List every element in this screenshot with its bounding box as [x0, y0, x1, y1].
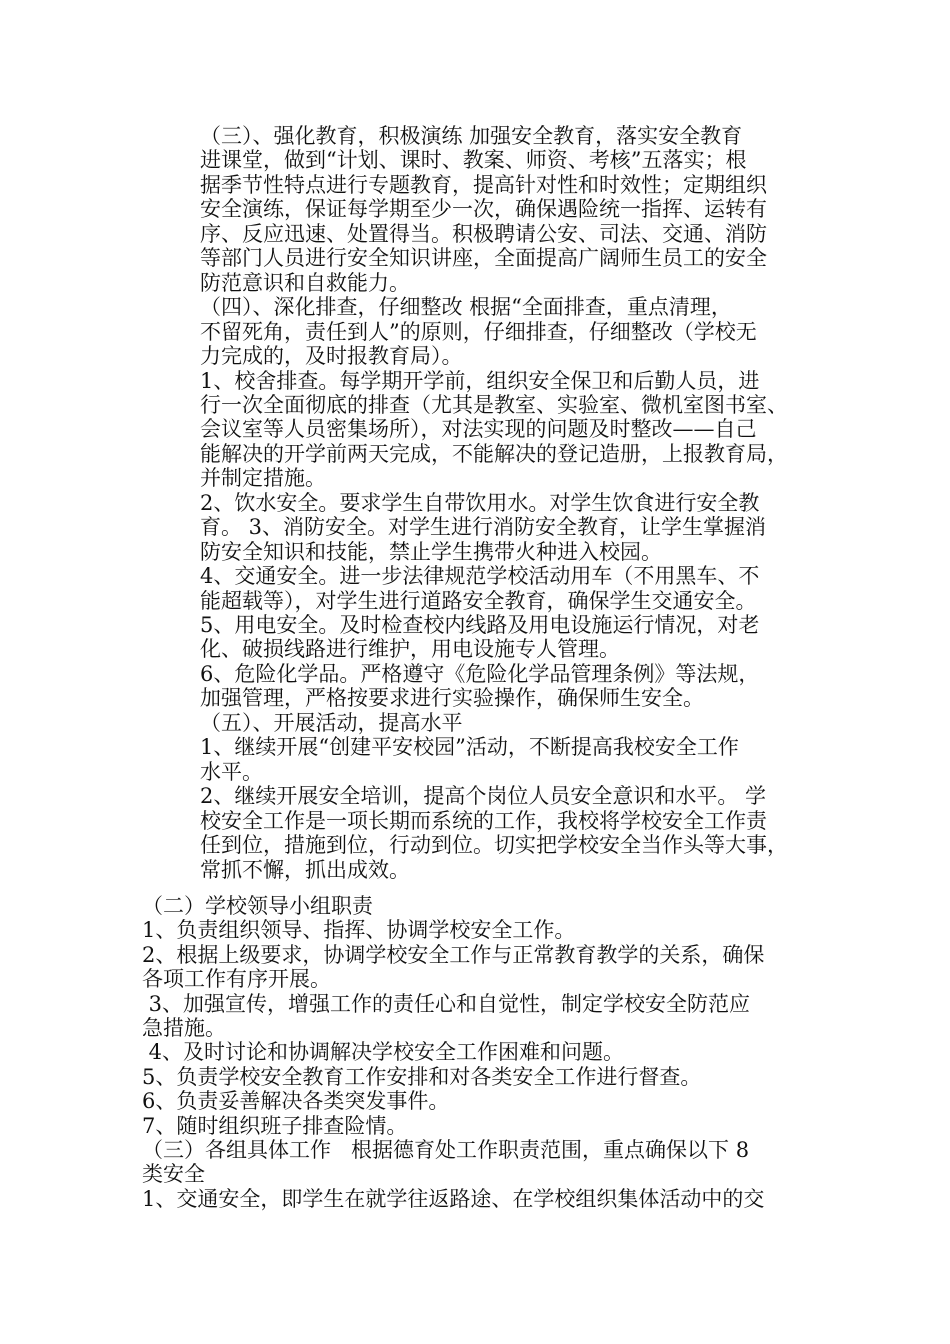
- text-line: 等部门人员进行安全知识讲座，全面提高广阔师生员工的安全: [200, 246, 767, 271]
- text-line: 防安全知识和技能，禁止学生携带火种进入校园。: [200, 539, 662, 564]
- text-line: 校安全工作是一项长期而系统的工作，我校将学校安全工作责: [200, 808, 767, 833]
- text-line: 各项工作有序开展。: [142, 967, 331, 992]
- text-line: 5、负责学校安全教育工作安排和对各类安全工作进行督查。: [142, 1064, 702, 1089]
- text-line: 6、危险化学品。严格遵守《危险化学品管理条例》等法规，: [200, 661, 760, 686]
- text-line: 安全演练，保证每学期至少一次，确保遇险统一指挥、运转有: [200, 197, 767, 222]
- text-line: 力完成的，及时报教育局）。: [200, 344, 463, 369]
- text-line: 不留死角，责任到人”的原则，仔细排查，仔细整改（学校无: [200, 319, 757, 344]
- text-line: 会议室等人员密集场所），对法实现的问题及时整改——自己: [200, 417, 757, 442]
- text-line: （二）学校领导小组职责: [142, 894, 373, 918]
- text-line: 加强管理，严格按要求进行实验操作，确保师生安全。: [200, 686, 704, 711]
- text-line: 7、随时组织班子排查险情。: [142, 1113, 408, 1138]
- text-line: （三）各组具体工作 根据德育处工作职责范围，重点确保以下 8: [142, 1138, 750, 1162]
- text-line: 1、负责组织领导、指挥、协调学校安全工作。: [142, 918, 576, 943]
- text-line: 2、继续开展安全培训，提高个岗位人员安全意识和水平。 学: [200, 784, 767, 809]
- text-line: 1、交通安全，即学生在就学往返路途、在学校组织集体活动中的交: [142, 1186, 765, 1211]
- text-line: 5、用电安全。及时检查校内线路及用电设施运行情况，对老: [200, 613, 760, 637]
- text-line: 4、交通安全。进一步法律规范学校活动用车（不用黑车、不: [200, 564, 760, 589]
- text-line: 序、反应迅速、处置得当。积极聘请公安、司法、交通、消防: [200, 221, 767, 246]
- text-line: （五）、开展活动，提高水平: [200, 710, 463, 735]
- text-line: 据季节性特点进行专题教育，提高针对性和时效性；定期组织: [200, 172, 767, 197]
- text-line: 化、破损线路进行维护，用电设施专人管理。: [200, 637, 620, 662]
- text-line: 1、校舍排查。每学期开学前，组织安全保卫和后勤人员，进: [200, 368, 760, 393]
- text-line: 并制定措施。: [200, 466, 326, 491]
- text-line: 常抓不懈，抓出成效。: [200, 857, 410, 882]
- text-line: 进课堂，做到“计划、课时、教案、师资、考核”五落实；根: [200, 148, 747, 173]
- text-line: 能超载等），对学生进行道路安全教育，确保学生交通安全。: [200, 588, 757, 613]
- text-line: 类安全: [142, 1162, 205, 1187]
- text-line: 4、及时讨论和协调解决学校安全工作困难和问题。: [142, 1040, 625, 1065]
- text-line: 6、负责妥善解决各类突发事件。: [142, 1089, 450, 1114]
- text-line: （三）、强化教育，积极演练 加强安全教育，落实安全教育: [200, 124, 743, 148]
- text-line: 育。 3、消防安全。对学生进行消防安全教育，让学生掌握消: [200, 515, 767, 540]
- text-line: 1、继续开展“创建平安校园”活动，不断提高我校安全工作: [200, 735, 739, 760]
- text-line: 3、加强宣传，增强工作的责任心和自觉性，制定学校安全防范应: [142, 991, 751, 1016]
- text-line: 2、饮水安全。要求学生自带饮用水。对学生饮食进行安全教: [200, 490, 760, 515]
- text-line: 行一次全面彻底的排查（尤其是教室、实验室、微机室图书室、: [200, 392, 788, 417]
- text-line: 任到位，措施到位，行动到位。切实把学校安全当作头等大事，: [200, 833, 788, 858]
- text-line: 水平。: [200, 759, 263, 784]
- text-line: （四）、深化排查，仔细整改 根据“全面排查，重点清理，: [200, 295, 732, 320]
- text-line: 能解决的开学前两天完成，不能解决的登记造册，上报教育局，: [200, 441, 788, 466]
- text-line: 防范意识和自救能力。: [200, 270, 410, 295]
- text-line: 2、根据上级要求，协调学校安全工作与正常教育教学的关系，确保: [142, 942, 765, 967]
- text-line: 急措施。: [142, 1016, 226, 1040]
